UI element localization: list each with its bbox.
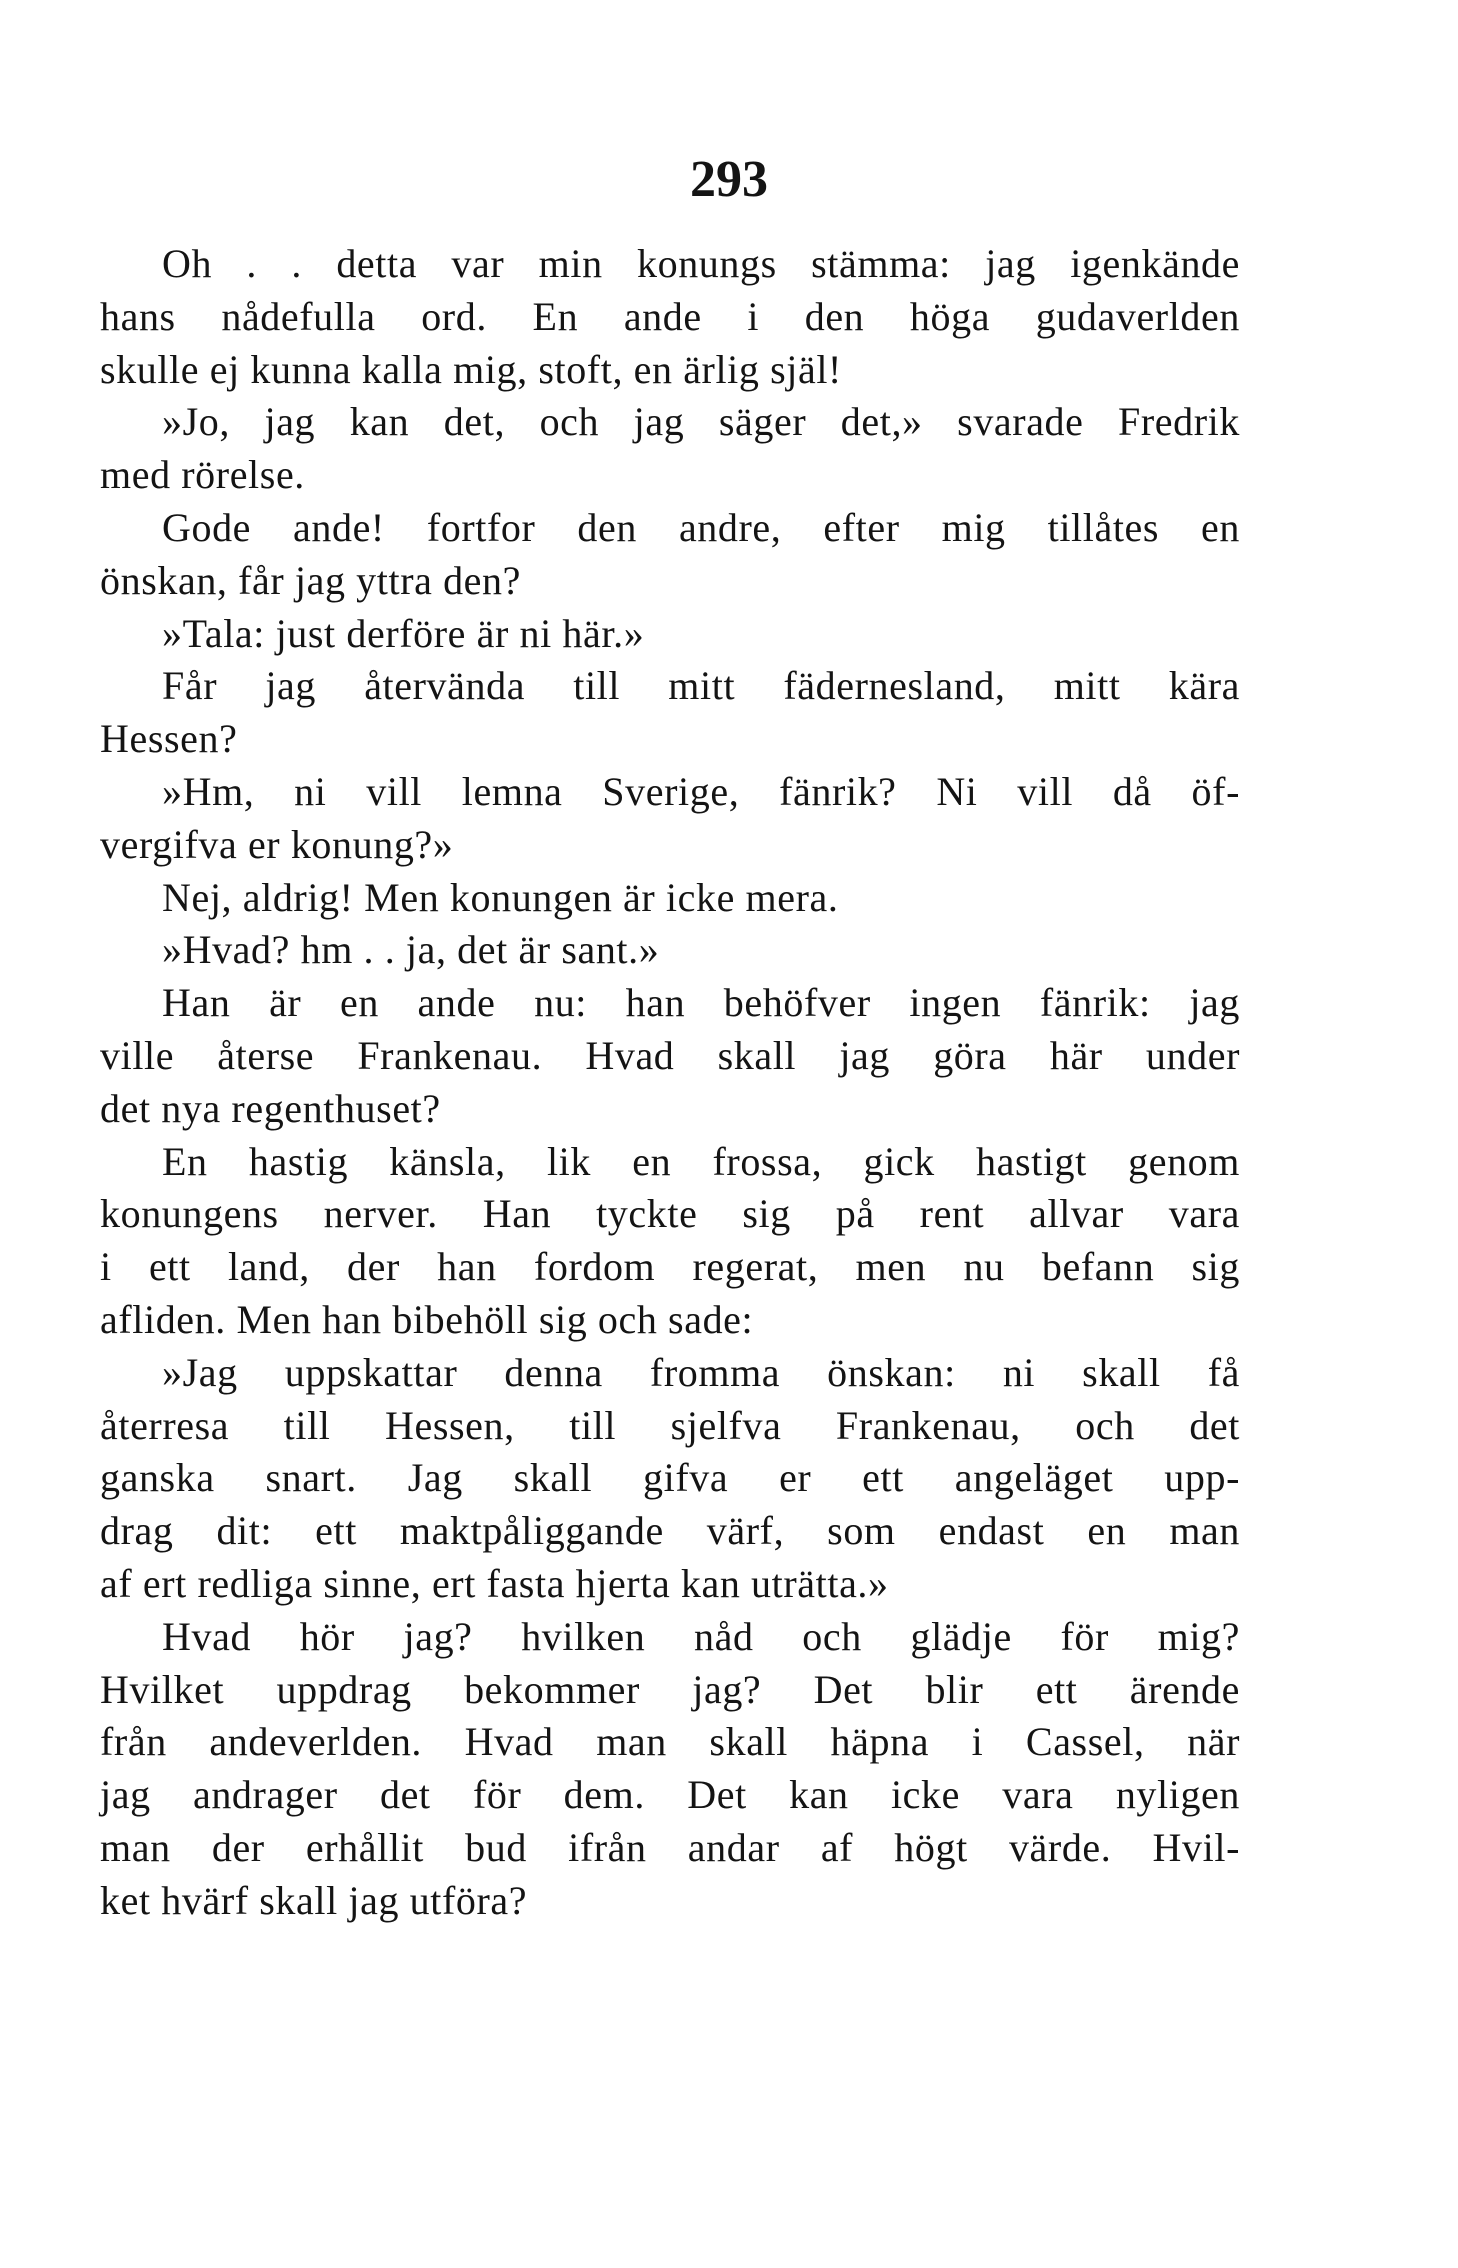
text-line: Får jag återvända till mitt fädernesland, mitt kära: [162, 663, 1240, 709]
text-line: drag dit: ett maktpåliggande värf, som endast en man: [100, 1508, 1240, 1554]
text-line: »Hm, ni vill lemna Sverige, fänrik? Ni vill då öf-: [162, 768, 1240, 814]
text-line: Gode ande! fortfor den andre, efter mig tillåtes en: [162, 504, 1240, 550]
text-line: ville återse Frankenau. Hvad skall jag göra här under: [100, 1032, 1240, 1078]
page-number: 293: [690, 151, 768, 208]
text-line: det nya regenthuset?: [100, 1085, 441, 1131]
text-line: jag andrager det för dem. Det kan icke vara nyligen: [100, 1772, 1240, 1818]
text-line: i ett land, der han fordom regerat, men nu befann sig: [100, 1244, 1240, 1290]
text-line: Oh . . detta var min konungs stämma: jag igenkände: [162, 241, 1240, 286]
body-text: [100, 238, 1240, 1928]
text-line: af ert redliga sinne, ert fasta hjerta kan uträtta.»: [100, 1560, 889, 1606]
text-line: återresa till Hessen, till sjelfva Frankenau, och det: [100, 1402, 1240, 1448]
text-line: Hvilket uppdrag bekommer jag? Det blir ett ärende: [100, 1666, 1240, 1712]
text-line: konungens nerver. Han tyckte sig på rent allvar vara: [100, 1191, 1240, 1237]
text-line: »Jag uppskattar denna fromma önskan: ni skall få: [162, 1349, 1240, 1395]
text-line: vergifva er konung?»: [100, 821, 454, 867]
text-line: man der erhållit bud ifrån andar af högt värde. Hvil-: [100, 1824, 1240, 1870]
text-line: ket hvärf skall jag utföra?: [100, 1877, 528, 1923]
text-line: önskan, får jag yttra den?: [100, 557, 521, 603]
text-line: En hastig känsla, lik en frossa, gick hastigt genom: [162, 1138, 1240, 1184]
text-line: »Tala: just derföre är ni här.»: [162, 610, 645, 656]
text-line: »Jo, jag kan det, och jag säger det,» svarade Fredrik: [162, 399, 1240, 445]
text-line: Han är en ande nu: han behöfver ingen fänrik: jag: [162, 980, 1240, 1026]
text-line: ganska snart. Jag skall gifva er ett angeläget upp-: [100, 1455, 1240, 1501]
text-line: Nej, aldrig! Men konungen är icke mera.: [162, 874, 839, 920]
text-line: Hvad hör jag? hvilken nåd och glädje för mig?: [162, 1613, 1240, 1659]
text-line: Hessen?: [100, 716, 238, 762]
text-line: hans nådefulla ord. En ande i den höga gudaverlden: [100, 293, 1240, 339]
text-line: från andeverlden. Hvad man skall häpna i Cassel, när: [100, 1719, 1240, 1765]
text-line: »Hvad? hm . . ja, det är sant.»: [162, 927, 660, 973]
text-line: med rörelse.: [100, 452, 305, 498]
text-line: skulle ej kunna kalla mig, stoft, en ärlig själ!: [100, 346, 842, 392]
text-line: afliden. Men han bibehöll sig och sade:: [100, 1296, 754, 1342]
